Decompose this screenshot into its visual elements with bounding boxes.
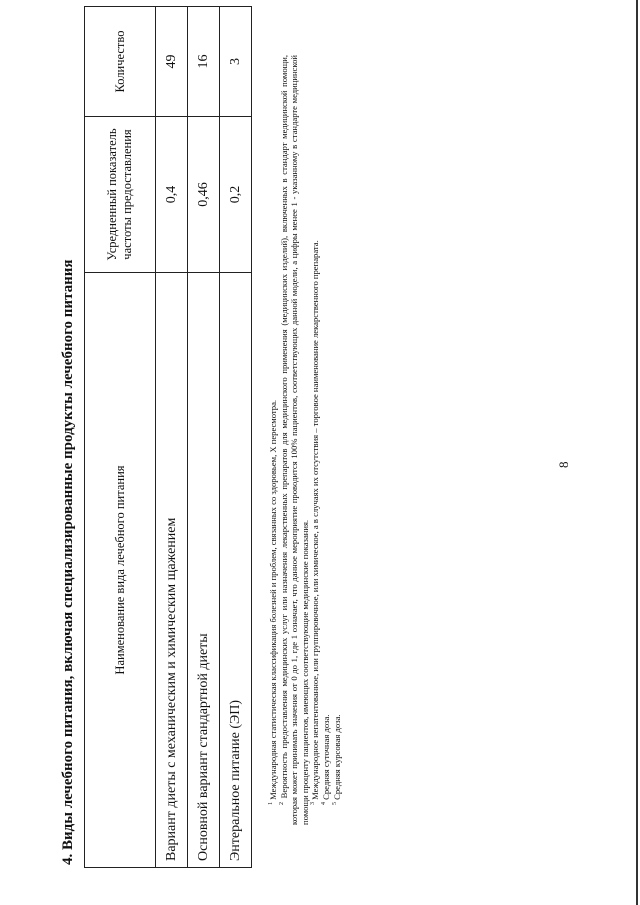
footnote: $^5$ Средняя курсовая доза. — [331, 714, 342, 805]
row-count: 16 — [188, 7, 220, 117]
table-row — [220, 7, 252, 868]
scan-edge-line — [636, 0, 638, 905]
table-row — [188, 7, 220, 868]
header-frequency: Усредненный показатель частоты предоставления — [85, 117, 156, 273]
table-header-row — [85, 7, 156, 868]
row-name: Вариант диеты с механическим и химическим щажением — [156, 273, 188, 868]
row-count: 3 — [220, 7, 252, 117]
footnote: $^4$ Средняя суточная доза. — [320, 714, 331, 805]
section-heading: 4. Виды лечебного питания, включая специализированные продукты лечебного питания — [60, 259, 76, 865]
nutrition-table — [84, 6, 252, 868]
table-row — [156, 7, 188, 868]
footnote: $^3$ Международное непатентованное, или группировочное, или химическое, а в случаях их отсутствия – торговое наименование лекарственного препарата. — [310, 240, 321, 805]
row-name: Энтеральное питание (ЭП) — [220, 273, 252, 868]
page-number: 8 — [556, 461, 571, 468]
row-name: Основной вариант стандартной диеты — [188, 273, 220, 868]
footnotes — [268, 55, 342, 825]
footnote: $^1$ Международная статистическая классификация болезней и проблем, связанных со здоровьем, X пересмотра. — [268, 399, 278, 805]
header-count: Количество — [85, 7, 156, 117]
row-count: 49 — [156, 7, 188, 117]
header-name: Наименование вида лечебного питания — [85, 273, 156, 868]
row-frequency: 0,4 — [156, 117, 188, 273]
row-frequency: 0,46 — [188, 117, 220, 273]
row-frequency: 0,2 — [220, 117, 252, 273]
footnote: $^2$ Вероятность предоставления медицинских услуг или назначения лекарственных препаратов для медицинского применения (медицинских изделий), включенных в стандарт медицинской помощи, которая может принимать значения от 0 до 1, где 1 означает, что данное мероприятие проводится 100% пациентов, соответствующих данной модели, а цифры менее 1 - указанному в стандарте медицинской помощи проценту пациентов, имеющих соответствующие медицинские показания. — [278, 55, 310, 825]
